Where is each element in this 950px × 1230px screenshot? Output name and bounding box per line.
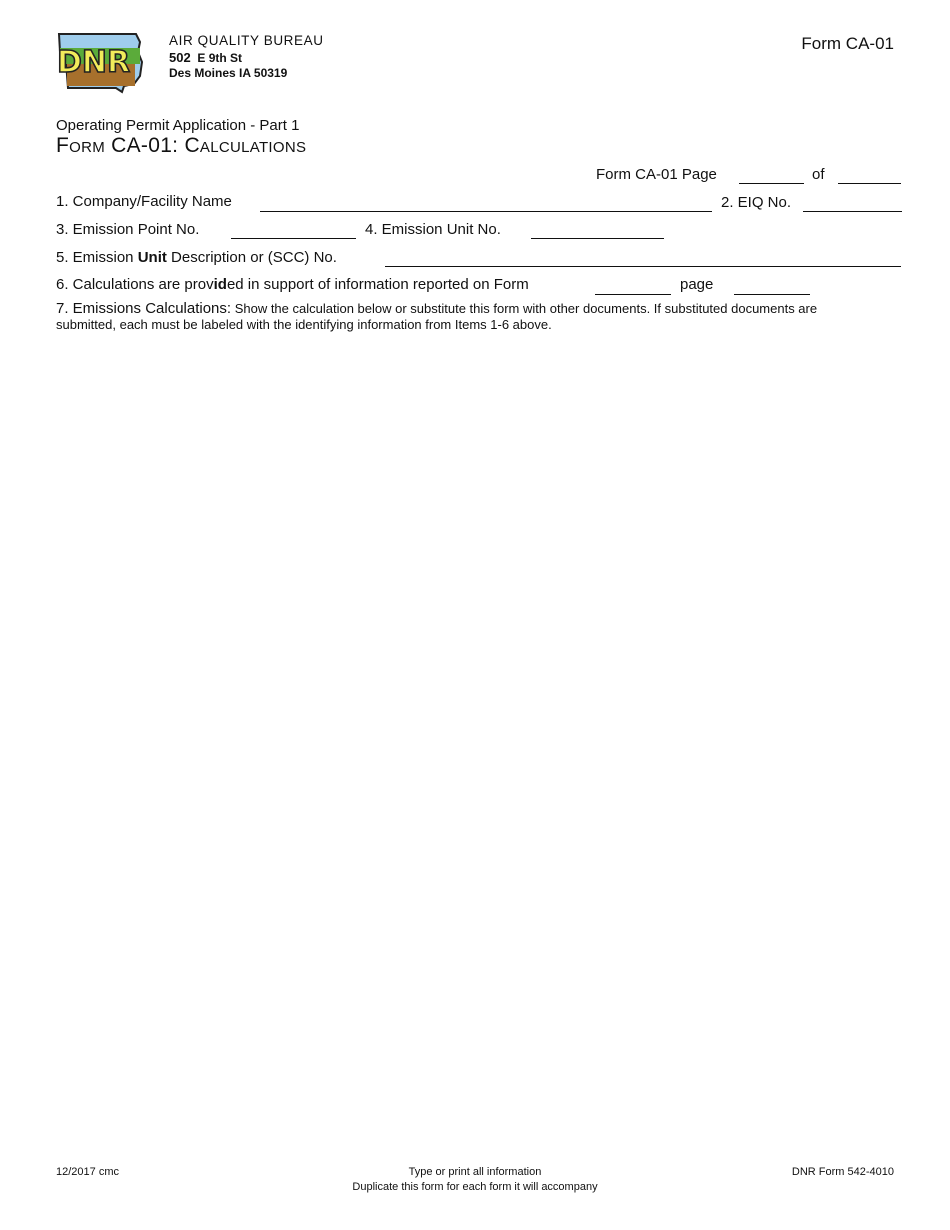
footer-instructions-2: Duplicate this form for each form it will accompany (352, 1181, 598, 1193)
bureau-name: AIR QUALITY BUREAU (169, 33, 324, 48)
calculations-label (56, 276, 529, 293)
eiq-label: 2. EIQ No. (721, 194, 792, 211)
page-title: Form CA-01: Calculations (56, 134, 307, 157)
of-label: of (812, 166, 825, 183)
svg-text:DNR: DNR (57, 45, 131, 80)
item7-instructions: Show the calculation below or substitute this form with other documents. If substituted documents are submitted, each must be labeled with the identifying information from Items 1-6 above. (56, 301, 818, 332)
emission-unit-field[interactable] (531, 223, 664, 239)
description-field[interactable] (385, 251, 901, 267)
form-id: Form CA-01 (801, 34, 894, 53)
company-field[interactable] (260, 196, 712, 212)
company-label: 1. Company/Facility Name (56, 193, 232, 210)
calculations-label-c: ed in support of information reported on Form (226, 276, 529, 293)
page-number-field[interactable] (739, 168, 804, 184)
page-label: Form CA-01 Page (596, 166, 717, 183)
page-ref-label: page (680, 276, 714, 293)
address-city: Des Moines IA 50319 (169, 66, 288, 80)
calculations-label-bold: id (213, 276, 227, 293)
description-label-c: Description or (SCC) No. (166, 249, 337, 266)
dnr-logo (54, 32, 146, 94)
address-line (169, 50, 242, 65)
footer-instructions-1: Type or print all information (408, 1166, 542, 1178)
calculations-label-a: 6. Calculations are prov (56, 276, 214, 293)
emission-point-label: 3. Emission Point No. (56, 221, 200, 238)
subtitle: Operating Permit Application - Part 1 (56, 117, 300, 134)
page-total-field[interactable] (838, 168, 901, 184)
footer-date: 12/2017 cmc (56, 1166, 119, 1178)
description-label (56, 249, 337, 266)
address-number: 502 (169, 50, 191, 65)
description-label-a: 5. Emission (56, 249, 138, 266)
emission-unit-label: 4. Emission Unit No. (365, 221, 501, 238)
page-reference-field[interactable] (734, 279, 810, 295)
item7-label: 7. Emissions Calculations: (56, 300, 232, 317)
item7-text (56, 301, 856, 333)
address-street: E 9th St (197, 51, 243, 65)
form-reference-field[interactable] (595, 279, 671, 295)
calculation-area[interactable] (56, 345, 902, 1145)
emission-point-field[interactable] (231, 223, 356, 239)
eiq-field[interactable] (803, 196, 902, 212)
footer-form-number: DNR Form 542-4010 (791, 1166, 894, 1178)
description-label-bold: Unit (137, 249, 167, 266)
